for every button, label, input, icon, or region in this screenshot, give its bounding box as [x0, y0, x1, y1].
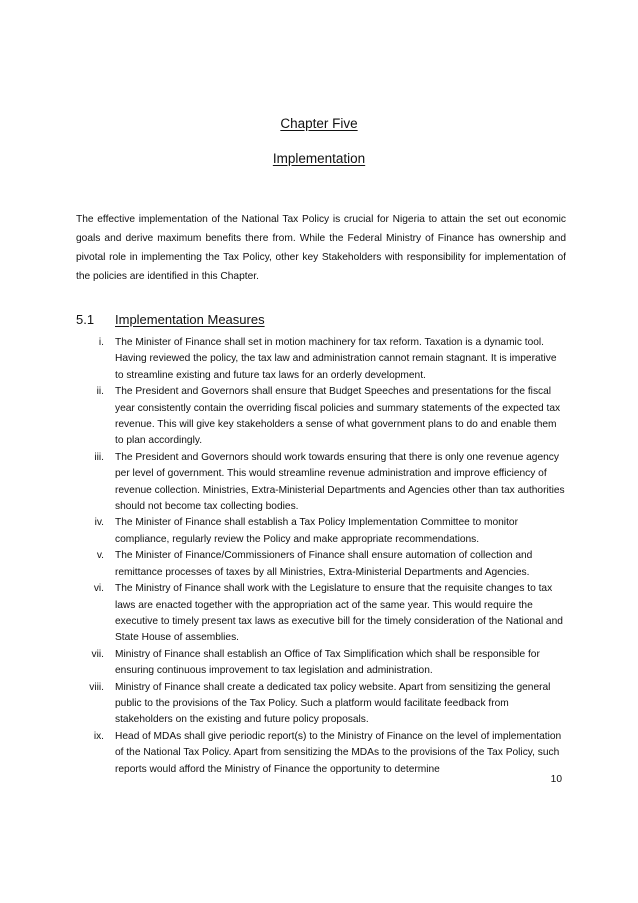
item-text: The President and Governors should work towards ensuring that there is only one revenue agency per level of government. This would streamline revenue administration and improve efficiency of revenue collection. Ministries, Extra-Ministerial Departments and Agencies other than tax authorities should not become tax collecting bodies. — [115, 451, 565, 513]
item-numeral: vii. — [91, 648, 104, 660]
list-item — [76, 647, 566, 680]
item-text: The Minister of Finance shall set in motion machinery for tax reform. Taxation is a dynamic tool. Having reviewed the policy, the tax law and administration cannot remain stagnant. It is imperative to streamline existing and future tax laws for an orderly development. — [115, 337, 557, 381]
item-text: Head of MDAs shall give periodic report(s) to the Ministry of Finance on the level of implementation of the National Tax Policy. Apart from sensitizing the MDAs to the provisions of the Tax Policy, such reports would afford the Ministry of Finance the opportunity to determine — [115, 730, 562, 775]
item-numeral: iii. — [94, 451, 104, 463]
item-numeral: vi. — [93, 583, 104, 595]
list-item — [76, 581, 566, 647]
item-text: Ministry of Finance shall create a dedicated tax policy website. Apart from sensitizing the general public to the provisions of the Tax Policy. Such a platform would facilitate feedback from stakeholders on the existing and future policy proposals. — [115, 681, 551, 726]
item-text: The President and Governors shall ensure that Budget Speeches and presentations for the fiscal year consistently contain the overriding fiscal policies and summary statements of the expected tax revenue. This will give key stakeholders a sense of what government plans to do and enable them to plan accordingly. — [115, 386, 561, 447]
section-number: 5.1 — [76, 312, 95, 327]
item-numeral: v. — [96, 550, 104, 562]
item-numeral: ii. — [96, 386, 104, 398]
implementation-measures-list — [76, 335, 566, 778]
item-numeral: i. — [98, 337, 104, 348]
item-numeral: iv. — [94, 517, 104, 529]
list-item — [76, 548, 566, 581]
item-text: The Minister of Finance/Commissioners of Finance shall ensure automation of collection and remittance processes of taxes by all Ministries, Extra-Ministerial Departments and Agencies. — [115, 550, 533, 578]
item-numeral: ix. — [93, 730, 104, 742]
item-text: The Ministry of Finance shall work with the Legislature to ensure that the requisite changes to tax laws are enacted together with the appropriation act of the same year. This would require the executive to timely present tax laws as executive bill for the timely consideration of the National and State House of assemblies. — [115, 583, 563, 644]
list-item — [76, 680, 566, 729]
list-item — [76, 450, 566, 516]
section-heading — [76, 312, 265, 327]
item-text: Ministry of Finance shall establish an Office of Tax Simplification which shall be responsible for ensuring continuous improvement to tax legislation and administration. — [115, 648, 540, 677]
list-item — [76, 384, 566, 450]
list-item — [76, 729, 566, 778]
item-numeral: viii. — [89, 681, 104, 693]
list-item — [76, 515, 566, 548]
list-item — [76, 335, 566, 384]
intro-paragraph: The effective implementation of the National Tax Policy is crucial for Nigeria to attain the set out economic goals and derive maximum benefits there from. While the Federal Ministry of Finance has ownership and pivotal role in implementing the Tax Policy, other key Stakeholders with responsibility for implementation of the policies are identified in this Chapter. — [76, 214, 566, 282]
chapter-title: Chapter Five — [280, 116, 358, 131]
section-title: Implementation Measures — [115, 312, 265, 327]
chapter-subtitle: Implementation — [272, 151, 366, 166]
page-number: 10 — [550, 774, 562, 785]
item-text: The Minister of Finance shall establish a Tax Policy Implementation Committee to monitor compliance, regularly review the Policy and make appropriate recommendations. — [115, 517, 518, 545]
